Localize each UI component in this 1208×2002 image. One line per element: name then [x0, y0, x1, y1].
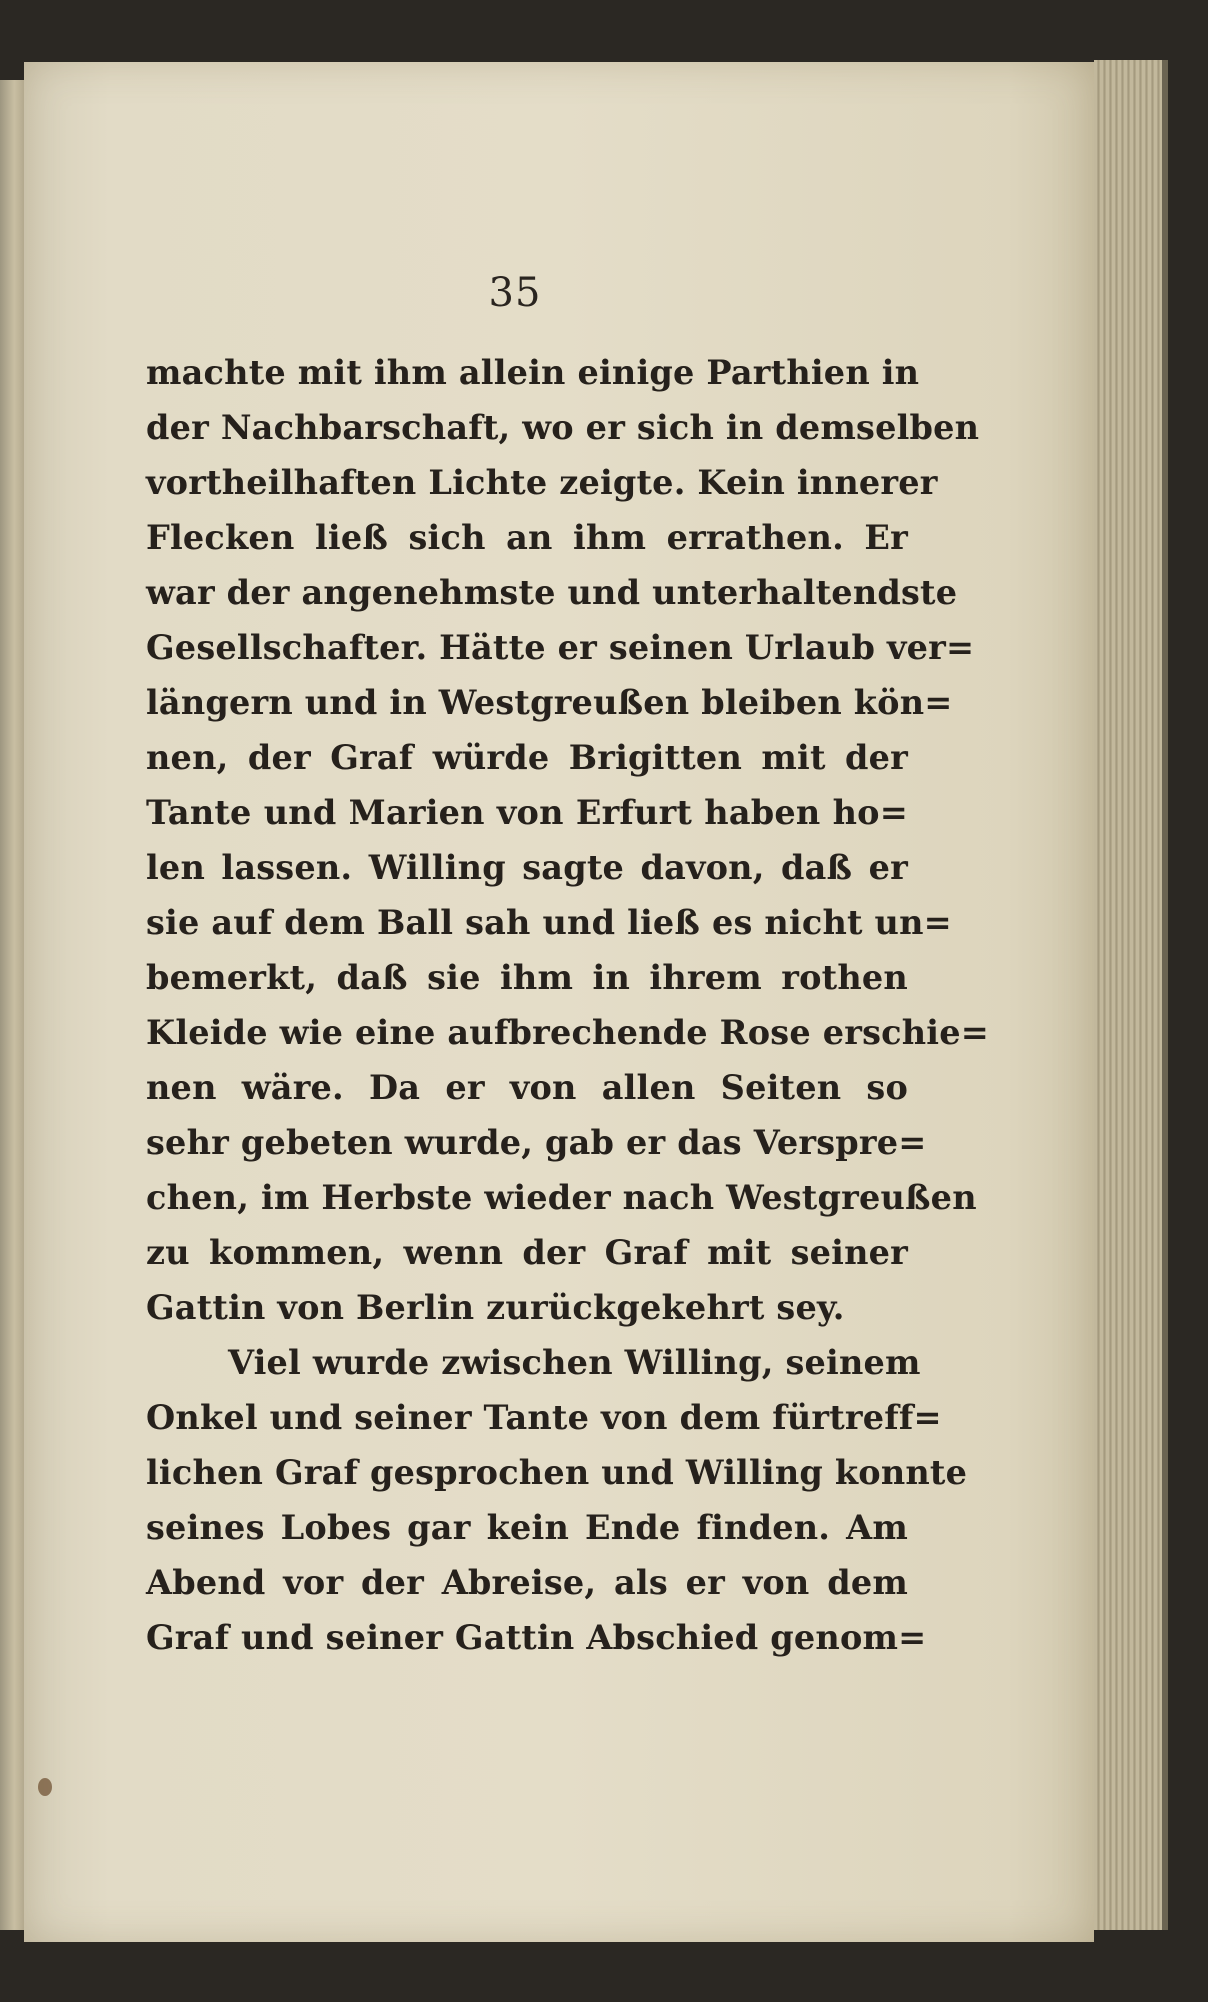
text-line: Onkel und seiner Tante von dem fürtreff= — [146, 1398, 942, 1437]
text-line: Graf und seiner Gattin Abschied genom= — [146, 1618, 927, 1657]
text-line: Abend vor der Abreise, als er von dem — [146, 1563, 908, 1602]
text-line: Gesellschafter. Hätte er seinen Urlaub ver= — [146, 628, 975, 667]
text-line: längern und in Westgreußen bleiben kön= — [146, 683, 953, 722]
text-line: nen wäre. Da er von allen Seiten so — [146, 1068, 908, 1107]
text-line: vortheilhaften Lichte zeigte. Kein innerer — [146, 463, 938, 502]
text-line: der Nachbarschaft, wo er sich in demselben — [146, 408, 980, 447]
text-line: war der angenehmste und unterhaltendste — [146, 573, 958, 612]
ink-smudge — [38, 1778, 52, 1796]
text-line: sie auf dem Ball sah und ließ es nicht un= — [146, 903, 952, 942]
body-text — [146, 345, 989, 1665]
text-line: nen, der Graf würde Brigitten mit der — [146, 738, 908, 777]
text-line: sehr gebeten wurde, gab er das Verspre= — [146, 1123, 927, 1162]
text-line: Kleide wie eine aufbrechende Rose erschie= — [146, 1013, 989, 1052]
text-line: Viel wurde zwischen Willing, seinem — [228, 1343, 921, 1382]
text-line: Gattin von Berlin zurückgekehrt sey. — [146, 1288, 845, 1327]
page-number: 35 — [488, 270, 542, 316]
text-line: len lassen. Willing sagte davon, daß er — [146, 848, 908, 887]
text-line: bemerkt, daß sie ihm in ihrem rothen — [146, 958, 908, 997]
page-stack-edges — [1094, 60, 1168, 1930]
left-page-edge — [0, 80, 24, 1930]
text-line: machte mit ihm allein einige Parthien in — [146, 353, 920, 392]
text-line: lichen Graf gesprochen und Willing konnte — [146, 1453, 968, 1492]
text-line: Tante und Marien von Erfurt haben ho= — [146, 793, 908, 832]
text-line: seines Lobes gar kein Ende finden. Am — [146, 1508, 908, 1547]
text-line: Flecken ließ sich an ihm errathen. Er — [146, 518, 908, 557]
text-line: chen, im Herbste wieder nach Westgreußen — [146, 1178, 977, 1217]
text-line: zu kommen, wenn der Graf mit seiner — [146, 1233, 908, 1272]
